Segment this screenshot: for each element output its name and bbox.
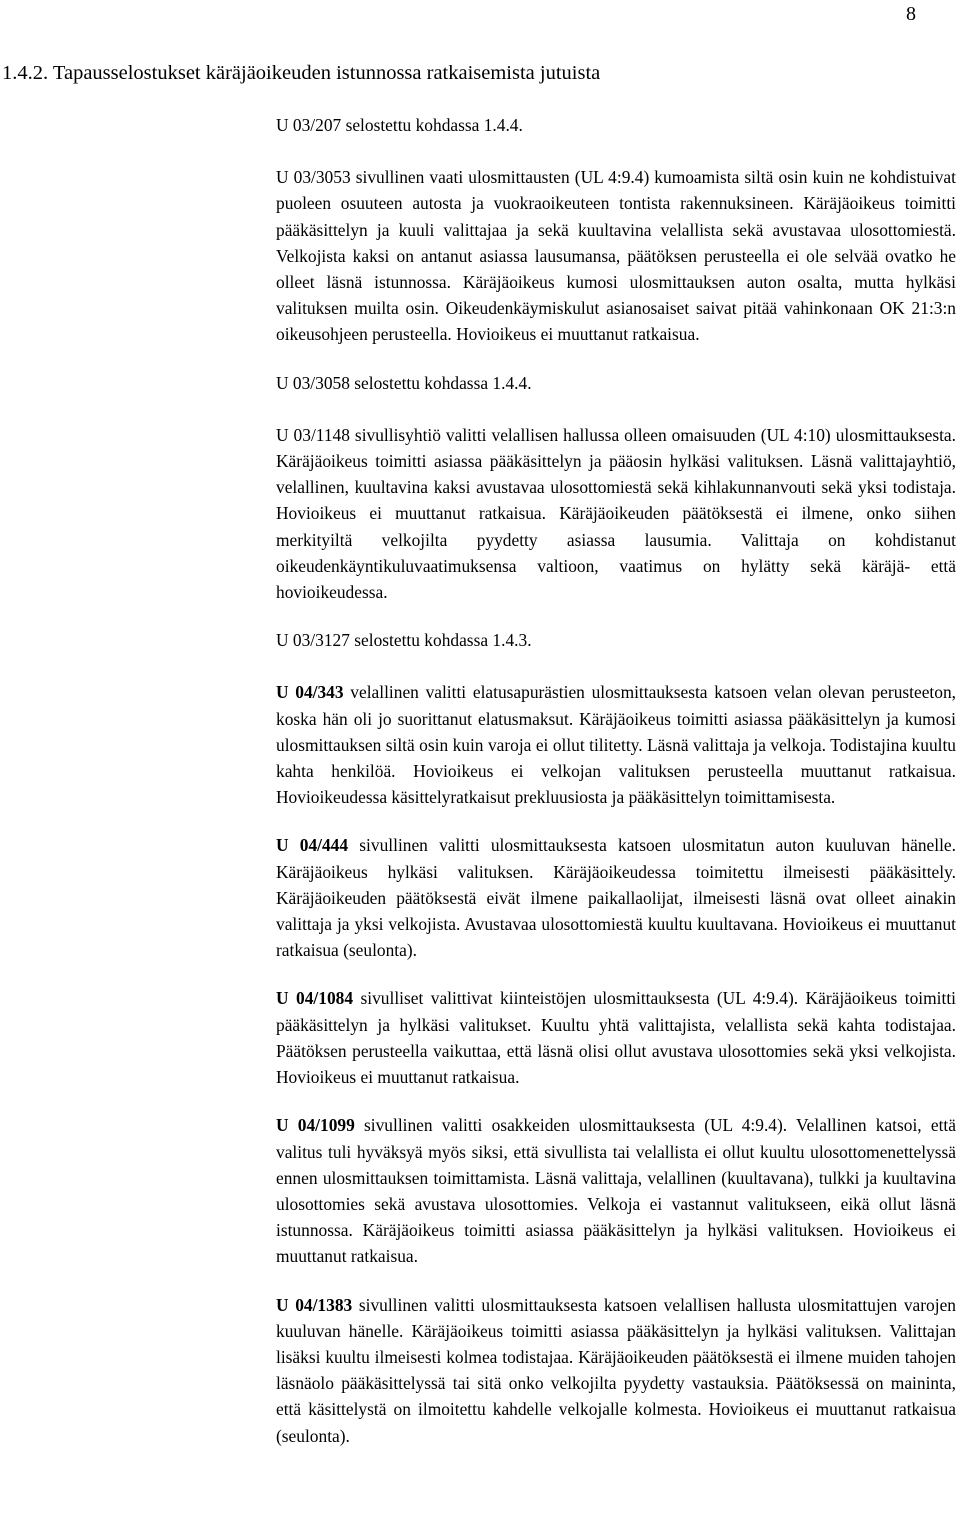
case-id: U 03/3058 [276, 372, 350, 393]
case-text: selostettu kohdassa 1.4.4. [349, 372, 532, 393]
case-text: sivullinen valitti ulosmittauksesta katsoen ulosmitatun auton kuuluvan hänelle. Käräjäoikeus hylkäsi valituksen. Käräjäoikeudessa toimitettu ilmeisesti pääkäsittely. Käräjäoikeuden päätöksestä eivät ilmene paikallaolijat, ilmeisesti läsnä ovat olleet ainakin valittaja ja yksi velkojista. Avustavaa ulosottomiestä kuultu kuultavana. Hovioikeus ei muuttanut ratkaisua (seulonta). [276, 835, 956, 961]
case-entry [276, 832, 956, 963]
case-entry [276, 627, 956, 653]
case-text: sivullisyhtiö valitti velallisen hallussa olleen omaisuuden (UL 4:10) ulosmittauksesta. Käräjäoikeus toimitti asiassa pääkäsittelyn ja pääosin hylkäsi valituksen. Läsnä valittajayhtiö, velallinen, kuultavina kaksi avustavaa ulosottomiestä sekä kihlakunnanvouti sekä yksi todistaja. Hovioikeus ei muuttanut ratkaisua. Käräjäoikeuden päätöksestä ei ilmene, onko siihen merkityiltä velkojilta pyydetty asiassa lausumia. Valittaja on kohdistanut oikeudenkäyntikuluvaatimuksensa valtioon, vaatimus on hylätty sekä käräjä- että hovioikeudessa. [276, 424, 957, 603]
case-id: U 04/444 [276, 835, 349, 856]
case-text: selostettu kohdassa 1.4.4. [341, 115, 523, 135]
case-entry [276, 112, 956, 138]
case-text: velallinen valitti elatusapurästien ulosmittauksesta katsoen velan olevan perusteeton, koska hän oli jo suorittanut elatusmaksut. Käräjäoikeus toimitti asiassa pääkäsittelyn ja kumosi ulosmittauksen siltä osin kuin varoja ei ollut tilitetty. Läsnä valittaja ja velkoja. Todistajina kuultu kahta henkilöä. Hovioikeus ei velkojan valituksen perusteella muuttanut ratkaisua. Hovioikeudessa käsittelyratkaisut prekluusiosta ja pääkäsittelyn toimittamisesta. [276, 682, 956, 808]
case-entry [276, 164, 956, 347]
page-number: 8 [906, 3, 916, 25]
case-entry [276, 1292, 956, 1449]
case-entry [276, 679, 956, 810]
case-text: sivullinen valitti ulosmittauksesta katsoen velallisen hallusta ulosmitattujen varojen kuuluvan hänelle. Käräjäoikeus toimitti asiassa pääkäsittelyn ja hylkäsi valituksen. Valittajan lisäksi kuultu ilmeisesti kolmea todistajaa. Käräjäoikeuden päätöksestä ei ilmene muiden tahojen läsnäolo pääkäsittelyssä tai sitä onko velkojilta pyydetty vastauksia. Päätöksessä on maininta, että käsittelystä on ilmoitettu kahdelle velkojalle kolmesta. Hovioikeus ei muuttanut ratkaisua (seulonta). [276, 1294, 956, 1446]
case-list [276, 112, 956, 1471]
case-entry [276, 985, 956, 1090]
case-entry [276, 1112, 956, 1269]
case-text: selostettu kohdassa 1.4.3. [349, 630, 532, 651]
case-text: sivullinen vaati ulosmittausten (UL 4:9.4) kumoamista siltä osin kuin ne kohdistuivat puoleen osuuteen autosta ja vuokraoikeuteen tontista rakennuksineen. Käräjäoikeus toimitti pääkäsittelyn ja kuuli valittajaa ja sekä kuultavina velallista sekä avustavaa ulosottomiestä. Velkojista kaksi on antanut asiassa lausumansa, päätöksen perusteella ei ole selvää ovatko he olleet läsnä istunnossa. Käräjäoikeus kumosi ulosmittauksen auton osalta, mutta hylkäsi valituksen muilta osin. Oikeudenkäymiskulut asianosaiset saivat pitää vahinkonaan OK 21:3:n oikeusohjeen perusteella. Hovioikeus ei muuttanut ratkaisua. [276, 167, 956, 345]
case-id: U 04/1383 [276, 1294, 353, 1315]
case-id: U 03/1148 [276, 424, 350, 445]
case-id: U 04/1084 [276, 988, 354, 1009]
case-id: U 03/3127 [276, 630, 350, 651]
case-text: sivulliset valittivat kiinteistöjen ulosmittauksesta (UL 4:9.4). Käräjäoikeus toimitti pääkäsittelyn ja hylkäsi valitukset. Kuultu yhtä valittajista, velallista sekä kahta todistajaa. Päätöksen perusteella vaikuttaa, että läsnä olisi ollut avustava ulosottomies sekä yksi velkojista. Hovioikeus ei muuttanut ratkaisua. [276, 988, 956, 1088]
case-entry [276, 370, 956, 396]
case-entry [276, 422, 956, 605]
case-id: U 04/1099 [276, 1115, 355, 1136]
section-heading: 1.4.2. Tapausselostukset käräjäoikeuden istunnossa ratkaisemista jutuista [2, 62, 601, 84]
case-id: U 03/3053 [276, 167, 351, 188]
case-id: U 04/343 [276, 682, 344, 703]
case-text: sivullinen valitti osakkeiden ulosmittauksesta (UL 4:9.4). Velallinen katsoi, että valitus tuli hyväksyä myös siksi, että sivullista tai velallista ei ollut kuultu ulosottomenettelyssä ennen ulosmittauksen toimittamista. Läsnä valittaja, velallinen (kuultavana), tulkki ja kuultavina ulosottomies sekä avustava ulosottomies. Velkoja ei vastannut valitukseen, eikä ollut läsnä istunnossa. Käräjäoikeus toimitti asiassa pääkäsittelyn ja hylkäsi valituksen. Hovioikeus ei muuttanut ratkaisua. [276, 1115, 956, 1267]
case-id: U 03/207 [276, 115, 342, 135]
